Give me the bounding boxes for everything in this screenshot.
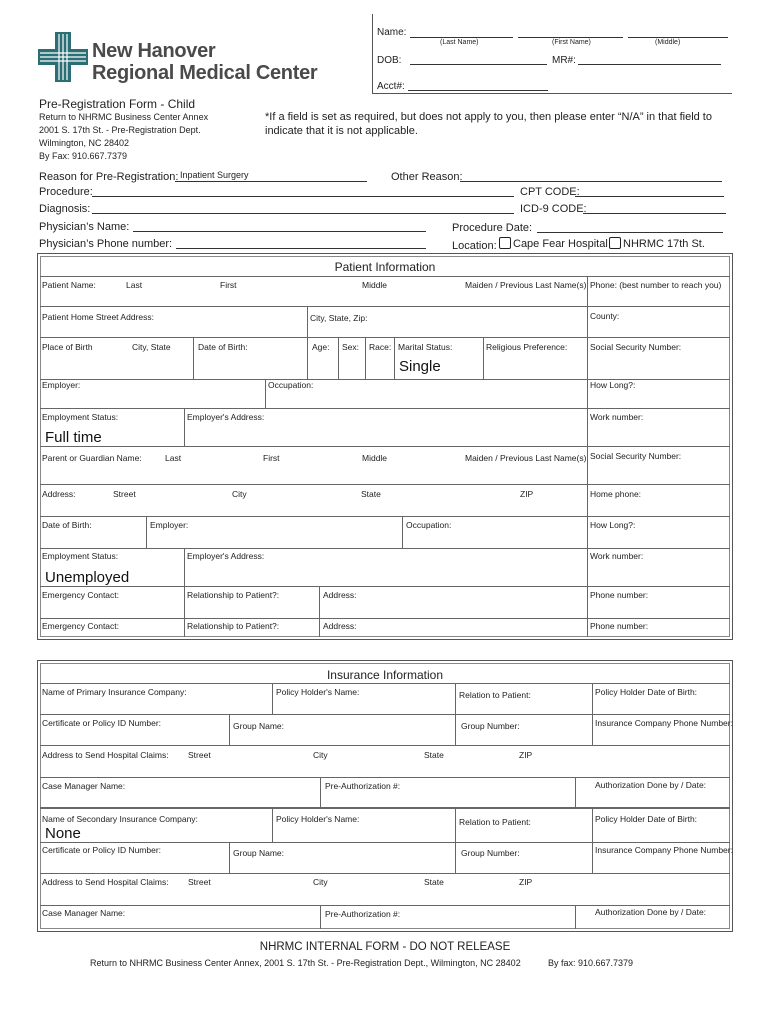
name-label: Name: bbox=[377, 27, 407, 38]
acct-line[interactable] bbox=[408, 90, 548, 91]
company-phone-2-label: Insurance Company Phone Number: bbox=[595, 845, 733, 855]
location-nhrmc[interactable] bbox=[609, 237, 705, 250]
marital-status-label: Marital Status: bbox=[398, 342, 453, 352]
first-name-caption: (First Name) bbox=[552, 39, 591, 46]
group-number-label: Group Number: bbox=[461, 721, 520, 731]
guardian-employer-label: Employer: bbox=[150, 520, 189, 530]
emergency-contact-2-label: Emergency Contact: bbox=[42, 621, 120, 631]
checkbox-icon[interactable] bbox=[499, 237, 511, 249]
physician-name-label: Physician’s Name: bbox=[39, 221, 130, 233]
other-reason-line[interactable] bbox=[460, 181, 722, 182]
patient-maiden-label: Maiden / Previous Last Name(s) bbox=[465, 280, 587, 290]
emergency-contact-1-label: Emergency Contact: bbox=[42, 590, 120, 600]
employment-status-label: Employment Status: bbox=[42, 412, 119, 422]
patient-first-label: First bbox=[220, 280, 237, 290]
group-number-2-label: Group Number: bbox=[461, 848, 520, 858]
pre-auth-2-label: Pre-Authorization #: bbox=[325, 909, 401, 919]
guardian-middle-label: Middle bbox=[362, 453, 388, 463]
mr-line[interactable] bbox=[578, 64, 721, 65]
footer-fax: By fax: 910.667.7379 bbox=[548, 958, 634, 968]
employers-address-label: Employer's Address: bbox=[187, 412, 265, 422]
relationship-1-label: Relationship to Patient?: bbox=[187, 590, 280, 600]
return-address-3: Wilmington, NC 28402 bbox=[39, 138, 130, 148]
place-of-birth-label: Place of Birth bbox=[42, 342, 93, 352]
footer-return-address: Return to NHRMC Business Center Annex, 2001 S. 17th St. - Pre-Registration Dept., Wilmington, NC 28402 bbox=[90, 958, 521, 968]
guardian-state-label: State bbox=[361, 489, 381, 499]
procedure-label: Procedure: bbox=[39, 186, 93, 198]
city-state-label: City, State bbox=[132, 342, 171, 352]
guardian-employment-value[interactable]: Unemployed bbox=[45, 569, 130, 586]
physician-phone-label: Physician’s Phone number: bbox=[39, 238, 173, 250]
guardian-work-number-label: Work number: bbox=[590, 551, 644, 561]
cert-id-2-label: Certificate or Policy ID Number: bbox=[42, 845, 162, 855]
work-number-label: Work number: bbox=[590, 412, 644, 422]
emergency-phone-2-label: Phone number: bbox=[590, 621, 649, 631]
secondary-company-value[interactable]: None bbox=[45, 825, 81, 842]
logo bbox=[38, 30, 318, 86]
cape-fear-label: Cape Fear Hospital bbox=[513, 238, 608, 250]
claims-address-label: Address to Send Hospital Claims: bbox=[42, 750, 169, 760]
hospital-cross-icon bbox=[38, 32, 88, 82]
primary-company-label: Name of Primary Insurance Company: bbox=[42, 687, 187, 697]
employment-status-value[interactable]: Full time bbox=[45, 429, 102, 446]
claims-city-2-label: City bbox=[313, 877, 328, 887]
home-phone-label: Home phone: bbox=[590, 489, 642, 499]
sex-label: Sex: bbox=[342, 342, 360, 352]
auth-done-label: Authorization Done by / Date: bbox=[595, 780, 707, 790]
guardian-last-label: Last bbox=[165, 453, 182, 463]
patient-name-label: Patient Name: bbox=[42, 280, 96, 290]
diagnosis-line[interactable] bbox=[92, 213, 514, 214]
home-address-label: Patient Home Street Address: bbox=[42, 312, 154, 322]
other-reason-label: Other Reason: bbox=[391, 171, 463, 183]
cpt-label: CPT CODE: bbox=[520, 186, 580, 198]
location-cape-fear[interactable] bbox=[499, 237, 608, 250]
mr-label: MR#: bbox=[552, 55, 576, 66]
return-address-2: 2001 S. 17th St. - Pre-Registration Dept. bbox=[39, 125, 201, 135]
case-manager-label: Case Manager Name: bbox=[42, 781, 126, 791]
return-fax: By Fax: 910.667.7379 bbox=[39, 151, 128, 161]
na-note-2: indicate that it is not applicable. bbox=[265, 125, 418, 137]
insurance-info-heading: Insurance Information bbox=[326, 668, 444, 682]
how-long-label: How Long?: bbox=[590, 380, 636, 390]
guardian-dob-label: Date of Birth: bbox=[42, 520, 92, 530]
claims-street-2-label: Street bbox=[188, 877, 211, 887]
emergency-address-1-label: Address: bbox=[323, 590, 357, 600]
cpt-line[interactable] bbox=[575, 196, 724, 197]
pre-auth-label: Pre-Authorization #: bbox=[325, 781, 401, 791]
marital-status-value[interactable]: Single bbox=[399, 358, 441, 375]
patient-middle-label: Middle bbox=[362, 280, 388, 290]
middle-name-line[interactable] bbox=[628, 37, 728, 38]
holder-dob-label: Policy Holder Date of Birth: bbox=[595, 687, 698, 697]
guardian-city-label: City bbox=[232, 489, 247, 499]
reason-value[interactable]: Inpatient Surgery bbox=[180, 170, 249, 180]
logo-line2: Regional Medical Center bbox=[92, 62, 318, 84]
reason-line[interactable] bbox=[175, 181, 367, 182]
holder-name-label: Policy Holder's Name: bbox=[276, 687, 360, 697]
na-note-1: *If a field is set as required, but does not apply to you, then please enter “N/A” in that field to bbox=[265, 111, 712, 123]
icd-line[interactable] bbox=[583, 213, 726, 214]
procedure-date-label: Procedure Date: bbox=[452, 222, 533, 234]
group-name-label: Group Name: bbox=[233, 721, 285, 731]
relationship-2-label: Relationship to Patient?: bbox=[187, 621, 280, 631]
claims-state-label: State bbox=[424, 750, 444, 760]
claims-zip-label: ZIP bbox=[519, 750, 533, 760]
emergency-address-2-label: Address: bbox=[323, 621, 357, 631]
procedure-date-line[interactable] bbox=[537, 232, 723, 233]
emergency-phone-1-label: Phone number: bbox=[590, 590, 649, 600]
checkbox-icon[interactable] bbox=[609, 237, 621, 249]
ssn-label: Social Security Number: bbox=[590, 342, 682, 352]
relation-label: Relation to Patient: bbox=[459, 690, 531, 700]
employer-label: Employer: bbox=[42, 380, 81, 390]
religious-label: Religious Preference: bbox=[486, 342, 568, 352]
guardian-employers-address-label: Employer's Address: bbox=[187, 551, 265, 561]
holder-name-2-label: Policy Holder's Name: bbox=[276, 814, 360, 824]
holder-dob-2-label: Policy Holder Date of Birth: bbox=[595, 814, 698, 824]
claims-address-2-label: Address to Send Hospital Claims: bbox=[42, 877, 169, 887]
patient-phone-label: Phone: (best number to reach you) bbox=[590, 280, 722, 290]
patient-last-label: Last bbox=[126, 280, 143, 290]
guardian-employment-status-label: Employment Status: bbox=[42, 551, 119, 561]
claims-street-label: Street bbox=[188, 750, 211, 760]
guardian-address-label: Address: bbox=[42, 489, 76, 499]
city-state-zip-label: City, State, Zip: bbox=[310, 313, 368, 323]
first-name-line[interactable] bbox=[518, 37, 623, 38]
reason-label: Reason for Pre-Registration: bbox=[39, 171, 179, 183]
claims-zip-2-label: ZIP bbox=[519, 877, 533, 887]
acct-label: Acct#: bbox=[377, 81, 405, 92]
physician-phone-line[interactable] bbox=[176, 248, 426, 249]
last-name-caption: (Last Name) bbox=[440, 39, 479, 46]
logo-line1: New Hanover bbox=[92, 40, 216, 62]
age-label: Age: bbox=[312, 342, 330, 352]
guardian-first-label: First bbox=[263, 453, 280, 463]
icd-label: ICD-9 CODE: bbox=[520, 203, 587, 215]
patient-info-heading: Patient Information bbox=[334, 260, 436, 274]
dob-line[interactable] bbox=[410, 64, 547, 65]
form-title: Pre-Registration Form - Child bbox=[39, 97, 196, 111]
patient-id-box bbox=[372, 14, 732, 94]
physician-name-line[interactable] bbox=[133, 231, 426, 232]
location-label: Location: bbox=[452, 240, 497, 252]
cert-id-label: Certificate or Policy ID Number: bbox=[42, 718, 162, 728]
county-label: County: bbox=[590, 311, 620, 321]
procedure-line[interactable] bbox=[92, 196, 514, 197]
patient-dob-label: Date of Birth: bbox=[198, 342, 248, 352]
guardian-street-label: Street bbox=[113, 489, 136, 499]
claims-city-label: City bbox=[313, 750, 328, 760]
insurance-info-inner bbox=[40, 663, 730, 929]
internal-form-notice: NHRMC INTERNAL FORM - DO NOT RELEASE bbox=[259, 941, 511, 953]
guardian-name-label: Parent or Guardian Name: bbox=[42, 453, 142, 463]
last-name-line[interactable] bbox=[410, 37, 513, 38]
guardian-ssn-label: Social Security Number: bbox=[590, 451, 682, 461]
auth-done-2-label: Authorization Done by / Date: bbox=[595, 907, 707, 917]
occupation-label: Occupation: bbox=[268, 380, 314, 390]
return-address-1: Return to NHRMC Business Center Annex bbox=[39, 112, 209, 122]
race-label: Race: bbox=[369, 342, 392, 352]
diagnosis-label: Diagnosis: bbox=[39, 203, 91, 215]
dob-label: DOB: bbox=[377, 55, 402, 66]
claims-state-2-label: State bbox=[424, 877, 444, 887]
company-phone-label: Insurance Company Phone Number: bbox=[595, 718, 733, 728]
guardian-zip-label: ZIP bbox=[520, 489, 534, 499]
relation-2-label: Relation to Patient: bbox=[459, 817, 531, 827]
guardian-how-long-label: How Long?: bbox=[590, 520, 636, 530]
group-name-2-label: Group Name: bbox=[233, 848, 285, 858]
guardian-occupation-label: Occupation: bbox=[406, 520, 452, 530]
guardian-maiden-label: Maiden / Previous Last Name(s) bbox=[465, 453, 587, 463]
case-manager-2-label: Case Manager Name: bbox=[42, 908, 126, 918]
nhrmc-label: NHRMC 17th St. bbox=[623, 238, 705, 250]
secondary-company-label: Name of Secondary Insurance Company: bbox=[42, 814, 198, 824]
middle-name-caption: (Middle) bbox=[655, 39, 681, 46]
